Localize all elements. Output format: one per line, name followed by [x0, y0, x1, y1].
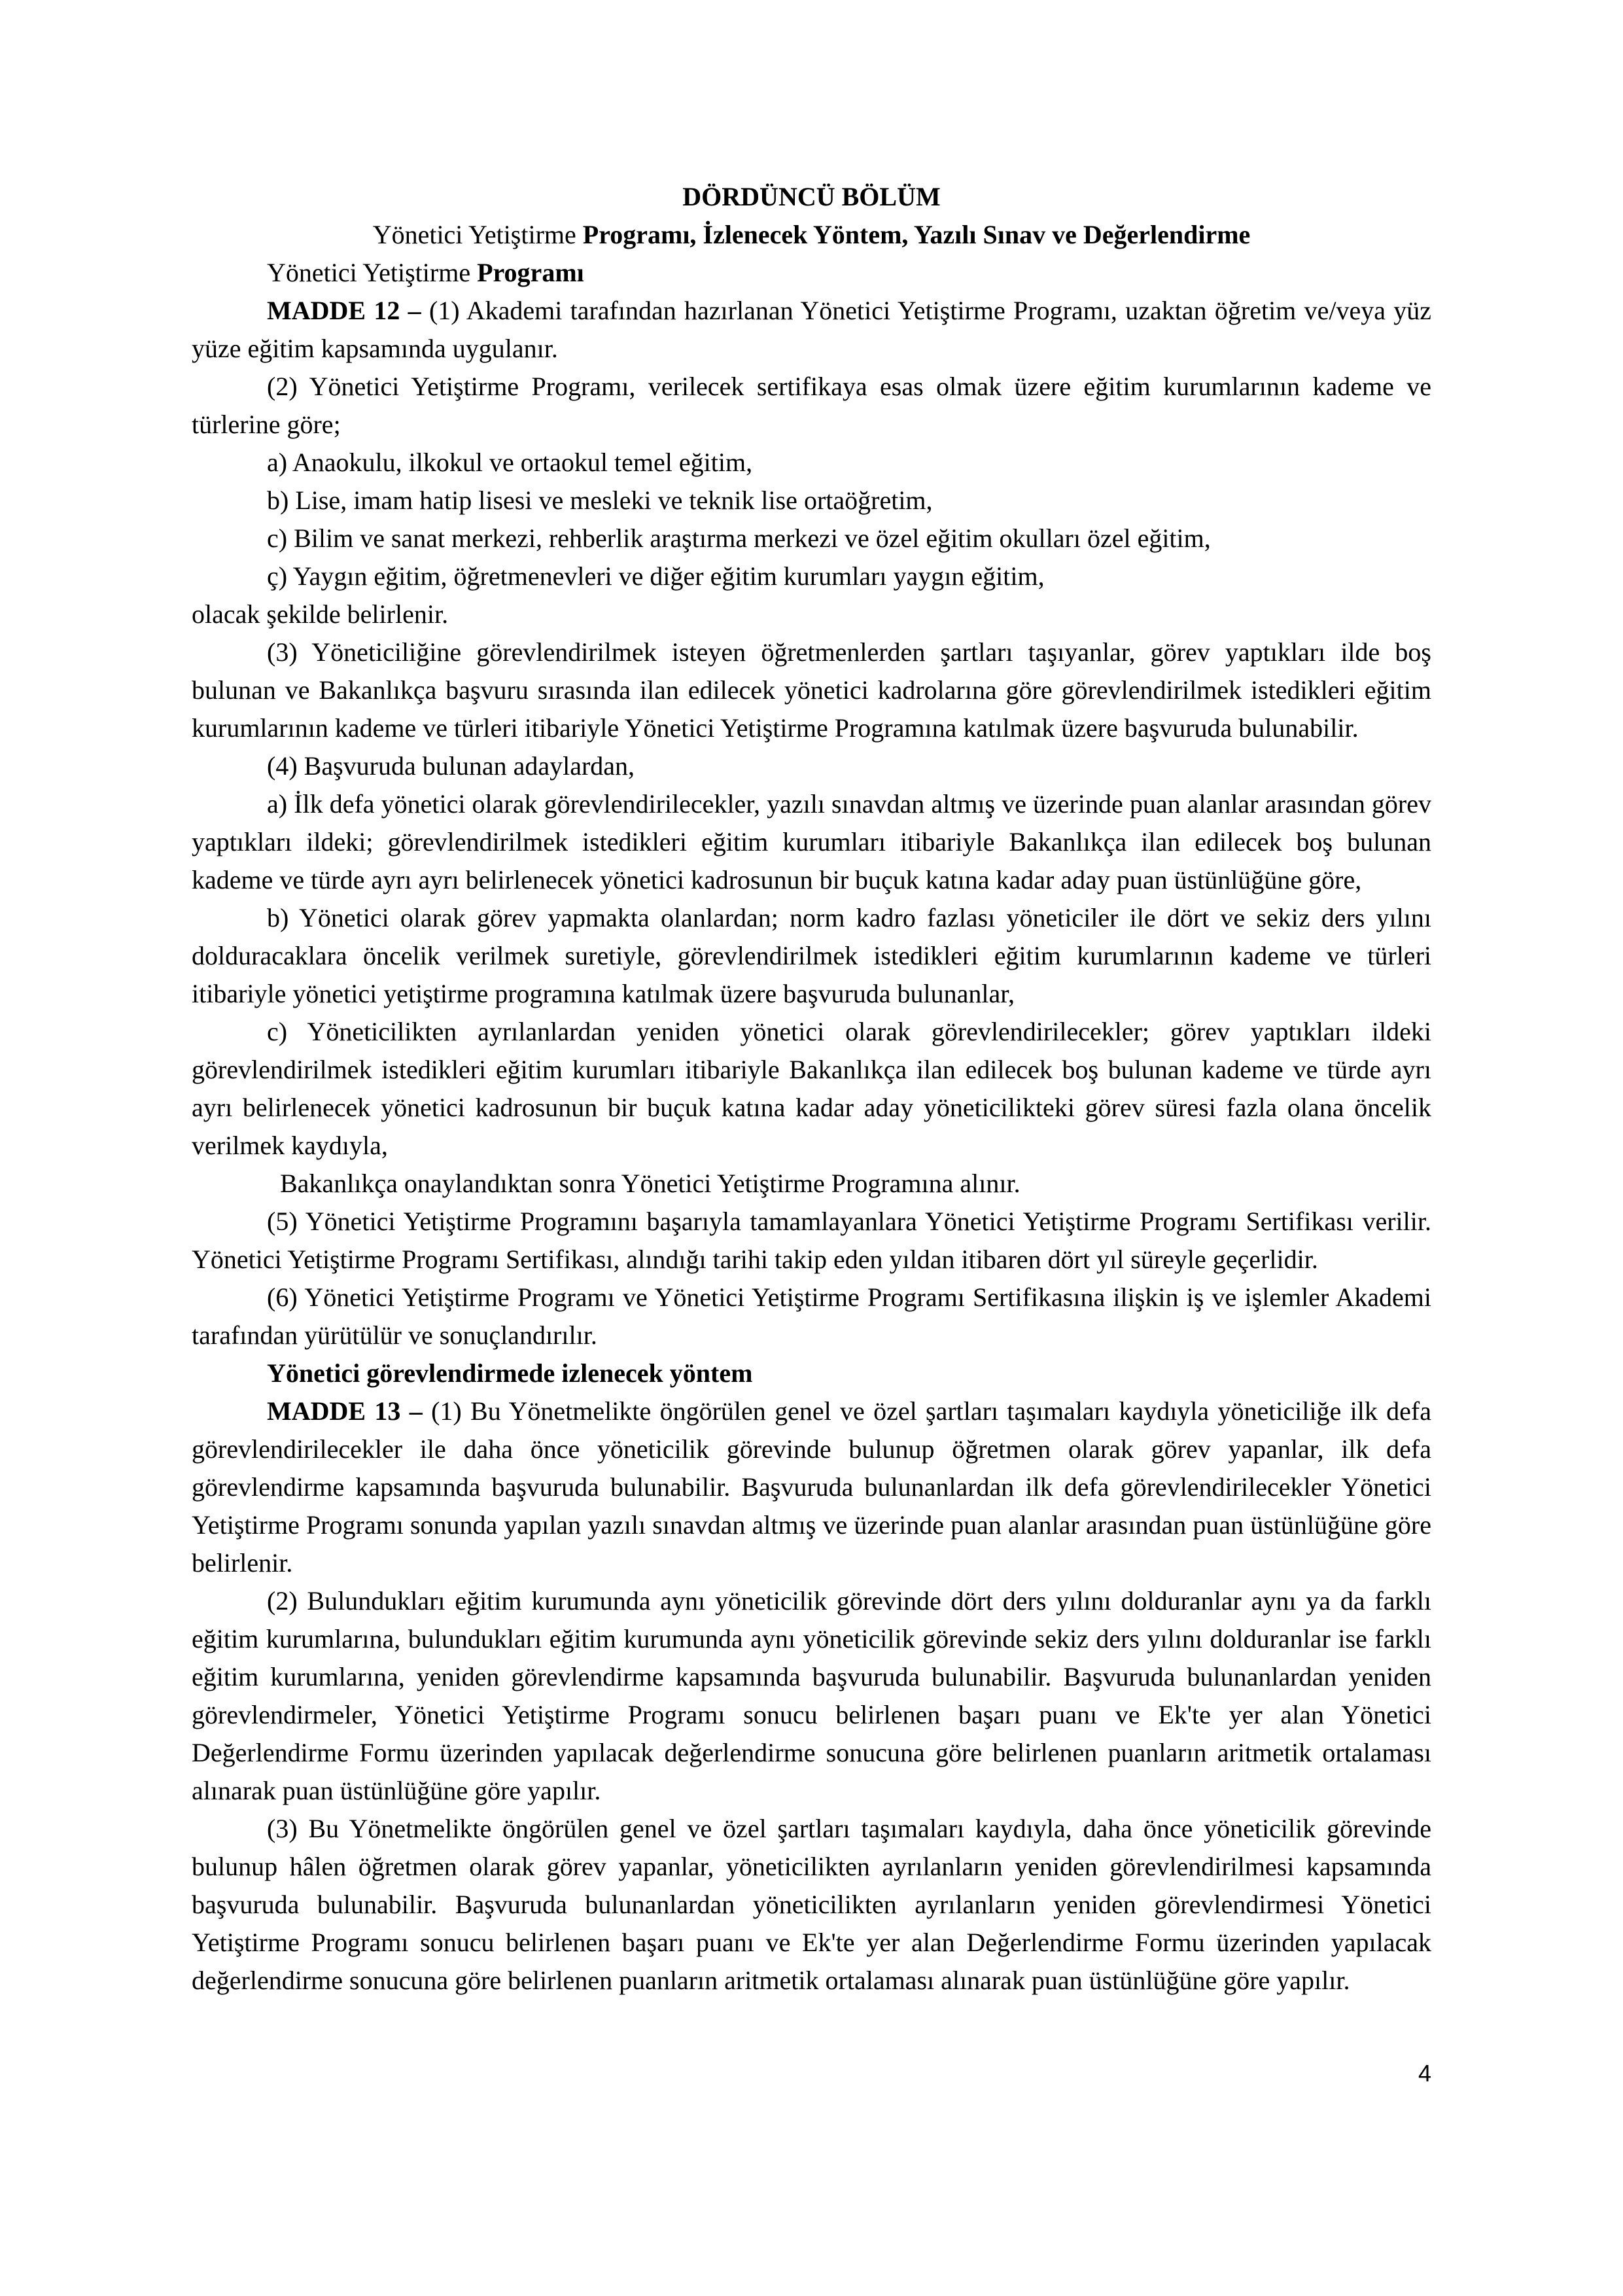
article-13-label: MADDE 13 –	[267, 1396, 432, 1426]
article-13-paragraph-3: (3) Bu Yönetmelikte öngörülen genel ve özel şartları taşımaları kaydıyla, daha önce yöneticilik görevinde bulunup hâlen öğretmen olarak görev yapanlar, yöneticilikten ayrılanların yeniden görevlendirilmesi kapsamında başvuruda bulunabilir. Başvuruda bulunanlardan yöneticilikten ayrılanların yeniden görevlendirmesi Yönetici Yetiştirme Programı sonucu belirlenen başarı puanı ve Ek'te yer alan Değerlendirme Formu üzerinden yapılacak değerlendirme sonucuna göre belirlenen puanların aritmetik ortalaması alınarak puan üstünlüğüne göre yapılır.	[192, 1814, 1431, 1995]
list-item: ç) Yaygın eğitim, öğretmenevleri ve diğer eğitim kurumları yaygın eğitim,	[267, 561, 1045, 591]
chapter-subtitle-regular: Yönetici Yetiştirme	[372, 220, 583, 249]
article-12-paragraph-4c: c) Yöneticilikten ayrılanlardan yeniden yönetici olarak görevlendirilecekler; görev yaptıkları ildeki görevlendirilmek istedikleri eğitim kurumları itibariyle Bakanlıkça ilan edilecek boş bulunan kademe ve türde ayrı ayrı belirlenecek yönetici kadrosunun bir buçuk katına kadar aday yöneticilikteki görev süresi fazla olana öncelik verilmek kaydıyla,	[192, 1017, 1431, 1160]
article-12-label: MADDE 12 –	[267, 296, 429, 325]
page-number: 4	[1418, 2060, 1431, 2087]
section-heading-bold: Programı	[477, 258, 584, 287]
section-heading-program	[192, 254, 1431, 292]
article-13-paragraph-1	[192, 1392, 1431, 1582]
article-12-paragraph-6: (6) Yönetici Yetiştirme Programı ve Yönetici Yetiştirme Programı Sertifikasına ilişkin iş ve işlemler Akademi tarafından yürütülür ve sonuçlandırılır.	[192, 1282, 1431, 1350]
article-12-paragraph-4-closing: Bakanlıkça onaylandıktan sonra Yönetici Yetiştirme Programına alınır.	[280, 1169, 1021, 1198]
article-12-list-closing: olacak şekilde belirlenir.	[192, 599, 449, 629]
section-heading-regular: Yönetici Yetiştirme	[267, 258, 478, 287]
list-item: a) Anaokulu, ilkokul ve ortaokul temel eğitim,	[267, 448, 753, 477]
article-12-paragraph-4: (4) Başvuruda bulunan adaylardan,	[267, 751, 635, 781]
list-item: c) Bilim ve sanat merkezi, rehberlik araştırma merkezi ve özel eğitim okulları özel eğitim,	[267, 523, 1211, 553]
article-12-paragraph-1	[192, 292, 1431, 368]
article-12-paragraph-3: (3) Yöneticiliğine görevlendirilmek isteyen öğretmenlerden şartları taşıyanlar, görev yaptıkları ilde boş bulunan ve Bakanlıkça başvuru sırasında ilan edilecek yönetici kadrolarına göre görevlendirilmek istedikleri eğitim kurumlarının kademe ve türleri itibariyle Yönetici Yetiştirme Programına katılmak üzere başvuruda bulunabilir.	[192, 637, 1431, 743]
chapter-title: DÖRDÜNCÜ BÖLÜM	[682, 182, 941, 211]
article-12-paragraph-4a: a) İlk defa yönetici olarak görevlendirilecekler, yazılı sınavdan altmış ve üzerinde puan alanlar arasından görev yaptıkları ildeki; görevlendirilmek istedikleri eğitim kurumları itibariyle Bakanlıkça ilan edilecek boş bulunan kademe ve türde ayrı ayrı belirlenecek yönetici kadrosunun bir buçuk katına kadar aday puan üstünlüğüne göre,	[192, 789, 1431, 894]
article-12-paragraph-1-text: (1) Akademi tarafından hazırlanan Yönetici Yetiştirme Programı, uzaktan öğretim ve/veya yüz yüze eğitim kapsamında uygulanır.	[192, 296, 1432, 363]
article-12-paragraph-2: (2) Yönetici Yetiştirme Programı, verilecek sertifikaya esas olmak üzere eğitim kurumlarının kademe ve türlerine göre;	[192, 372, 1431, 439]
document-body	[192, 178, 1431, 2000]
article-13-heading: Yönetici görevlendirmede izlenecek yöntem	[267, 1358, 753, 1388]
chapter-subtitle-bold: Programı, İzlenecek Yöntem, Yazılı Sınav ve Değerlendirme	[582, 220, 1251, 249]
article-13-paragraph-1-text: (1) Bu Yönetmelikte öngörülen genel ve özel şartları taşımaları kaydıyla yöneticiliğe ilk defa görevlendirilecekler ile daha önce yöneticilik görevinde bulunup öğretmen olarak görev yapanlar, ilk defa görevlendirme kapsamında başvuruda bulunabilir. Başvuruda bulunanlardan ilk defa görevlendirilecekler Yönetici Yetiştirme Programı sonunda yapılan yazılı sınavdan altmış ve üzerinde puan alanlar arasından puan üstünlüğüne göre belirlenir.	[192, 1396, 1432, 1578]
article-13-paragraph-2: (2) Bulundukları eğitim kurumunda aynı yöneticilik görevinde dört ders yılını dolduranlar aynı ya da farklı eğitim kurumlarına, bulundukları eğitim kurumunda aynı yöneticilik görevinde sekiz ders yılını dolduranlar ise farklı eğitim kurumlarına, yeniden görevlendirme kapsamında başvuruda bulunabilir. Başvuruda bulunanlardan yeniden görevlendirmeler, Yönetici Yetiştirme Programı sonucu belirlenen başarı puanı ve Ek'te yer alan Yönetici Değerlendirme Formu üzerinden yapılacak değerlendirme sonucuna göre belirlenen puanların aritmetik ortalaması alınarak puan üstünlüğüne göre yapılır.	[192, 1586, 1431, 1805]
chapter-subtitle	[192, 216, 1431, 254]
article-12-paragraph-5: (5) Yönetici Yetiştirme Programını başarıyla tamamlayanlara Yönetici Yetiştirme Programı Sertifikası verilir. Yönetici Yetiştirme Programı Sertifikası, alındığı tarihi takip eden yıldan itibaren dört yıl süreyle geçerlidir.	[192, 1207, 1431, 1274]
article-12-paragraph-4b: b) Yönetici olarak görev yapmakta olanlardan; norm kadro fazlası yöneticiler ile dört ve sekiz ders yılını dolduracaklara öncelik verilmek suretiyle, görevlendirilmek istedikleri eğitim kurumlarının kademe ve türleri itibariyle yönetici yetiştirme programına katılmak üzere başvuruda bulunanlar,	[192, 903, 1431, 1008]
list-item: b) Lise, imam hatip lisesi ve mesleki ve teknik lise ortaöğretim,	[267, 486, 933, 515]
